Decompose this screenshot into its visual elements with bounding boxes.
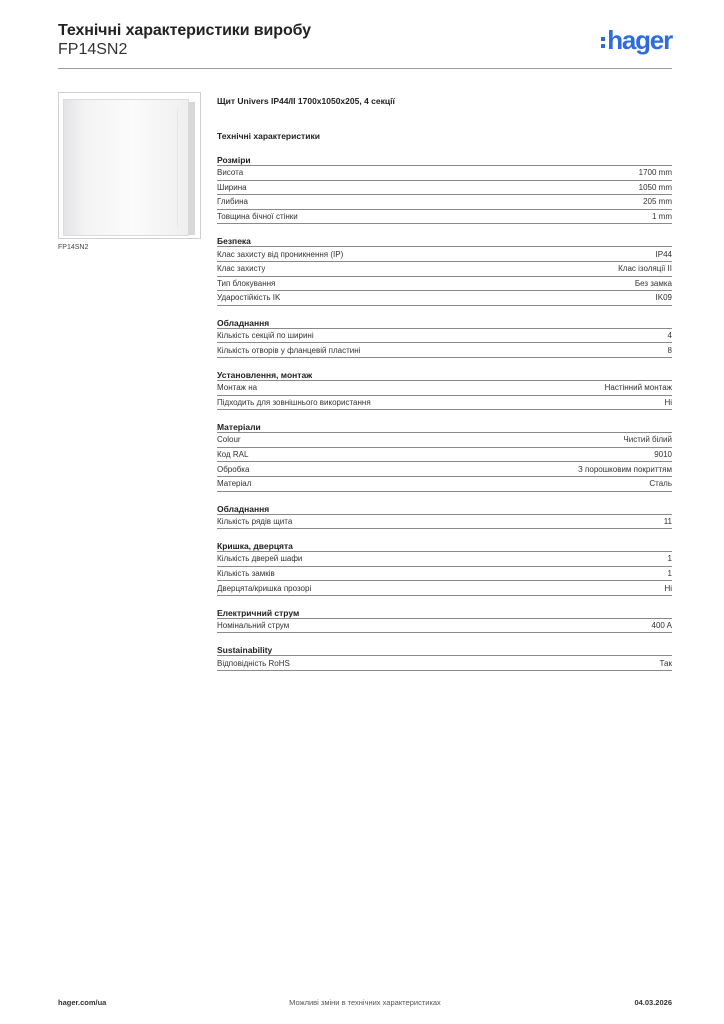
spec-value: Настінний монтаж: [604, 383, 672, 393]
section-title: Електричний струм: [217, 608, 672, 619]
section-title: Кришка, дверцята: [217, 541, 672, 552]
section-title: Обладнання: [217, 504, 672, 515]
spec-label: Colour: [217, 435, 241, 445]
spec-row: [217, 343, 672, 358]
spec-row: [217, 166, 672, 181]
spec-section: [217, 236, 672, 305]
spec-row: [217, 181, 672, 196]
spec-row: [217, 477, 672, 492]
logo-text: hager: [607, 25, 672, 55]
spec-value: 9010: [654, 450, 672, 460]
spec-label: Кількість замків: [217, 568, 275, 578]
spec-label: Кількість дверей шафи: [217, 554, 303, 564]
spec-row: [217, 291, 672, 306]
section-title: Sustainability: [217, 645, 672, 656]
spec-value: IP44: [655, 249, 672, 259]
spec-value: Так: [659, 658, 672, 668]
spec-value: 4: [667, 331, 672, 341]
spec-value: 8: [667, 345, 672, 355]
spec-label: Код RAL: [217, 450, 249, 460]
spec-heading: Технічні характеристики: [217, 131, 320, 141]
spec-value: Ні: [664, 583, 672, 593]
spec-label: Номінальний струм: [217, 621, 290, 631]
spec-sections: [217, 155, 672, 671]
product-image: [58, 92, 201, 239]
spec-value: Без замка: [634, 278, 672, 288]
spec-row: [217, 195, 672, 210]
spec-row: [217, 656, 672, 671]
spec-section: [217, 318, 672, 358]
spec-section: [217, 422, 672, 491]
spec-row: [217, 448, 672, 463]
section-title: Безпека: [217, 236, 672, 247]
spec-label: Підходить для зовнішнього використання: [217, 397, 371, 407]
spec-section: [217, 608, 672, 634]
spec-section: [217, 370, 672, 410]
spec-label: Відповідність RoHS: [217, 658, 290, 668]
spec-label: Тип блокування: [217, 278, 276, 288]
spec-label: Товщина бічної стінки: [217, 212, 298, 222]
hager-logo: [601, 27, 672, 53]
spec-row: [217, 277, 672, 292]
spec-label: Обробка: [217, 464, 250, 474]
spec-value: 205 mm: [643, 197, 672, 207]
product-code: FP14SN2: [58, 41, 128, 58]
page-title: Технічні характеристики виробу: [58, 22, 311, 39]
spec-row: [217, 329, 672, 344]
spec-row: [217, 567, 672, 582]
spec-value: 11: [663, 516, 672, 526]
spec-value: Сталь: [649, 479, 672, 489]
spec-row: [217, 210, 672, 225]
spec-label: Кількість отворів у фланцевій пластині: [217, 345, 361, 355]
spec-section: [217, 541, 672, 596]
spec-row: [217, 462, 672, 477]
spec-value: 1: [667, 554, 672, 564]
spec-label: Ударостійкість IK: [217, 293, 281, 303]
footer-website[interactable]: hager.com/ua: [58, 998, 107, 1007]
spec-label: Висота: [217, 168, 244, 178]
spec-label: Матеріал: [217, 479, 252, 489]
logo-mark-icon: [601, 37, 605, 48]
spec-row: [217, 552, 672, 567]
spec-row: [217, 396, 672, 411]
spec-label: Дверцята/кришка прозорі: [217, 583, 312, 593]
spec-value: 1 mm: [652, 212, 672, 222]
spec-row: [217, 619, 672, 634]
footer-notice: Можливі зміни в технічних характеристиках: [289, 998, 441, 1007]
spec-label: Клас захисту від проникнення (IP): [217, 249, 344, 259]
spec-row: [217, 247, 672, 262]
spec-row: [217, 515, 672, 530]
spec-section: [217, 645, 672, 671]
section-title: Установлення, монтаж: [217, 370, 672, 381]
header-divider: [58, 68, 672, 69]
image-caption: FP14SN2: [58, 244, 89, 251]
spec-content: [217, 96, 672, 671]
spec-value: Клас ізоляції II: [618, 264, 672, 274]
section-title: Обладнання: [217, 318, 672, 329]
spec-value: IK09: [655, 293, 672, 303]
spec-value: Чистий білий: [623, 435, 672, 445]
spec-label: Монтаж на: [217, 383, 258, 393]
spec-label: Глибина: [217, 197, 248, 207]
footer-date: 04.03.2026: [634, 998, 672, 1007]
spec-row: [217, 433, 672, 448]
page-header: [58, 22, 672, 70]
spec-section: [217, 504, 672, 530]
section-title: Розміри: [217, 155, 672, 166]
spec-label: Клас захисту: [217, 264, 266, 274]
spec-row: [217, 581, 672, 596]
product-name: Щит Univers IP44/II 1700x1050x205, 4 секції: [217, 96, 395, 106]
spec-value: Ні: [664, 397, 672, 407]
spec-label: Кількість рядів щита: [217, 516, 293, 526]
spec-value: 1050 mm: [638, 182, 672, 192]
cabinet-illustration: [63, 99, 189, 236]
page-footer: [58, 998, 672, 1010]
spec-value: 400 A: [651, 621, 672, 631]
spec-section: [217, 155, 672, 224]
spec-label: Ширина: [217, 182, 247, 192]
spec-row: [217, 381, 672, 396]
spec-label: Кількість секцій по ширині: [217, 331, 314, 341]
section-title: Матеріали: [217, 422, 672, 433]
spec-value: 1: [667, 568, 672, 578]
spec-value: З порошковим покриттям: [578, 464, 672, 474]
spec-row: [217, 262, 672, 277]
spec-value: 1700 mm: [638, 168, 672, 178]
